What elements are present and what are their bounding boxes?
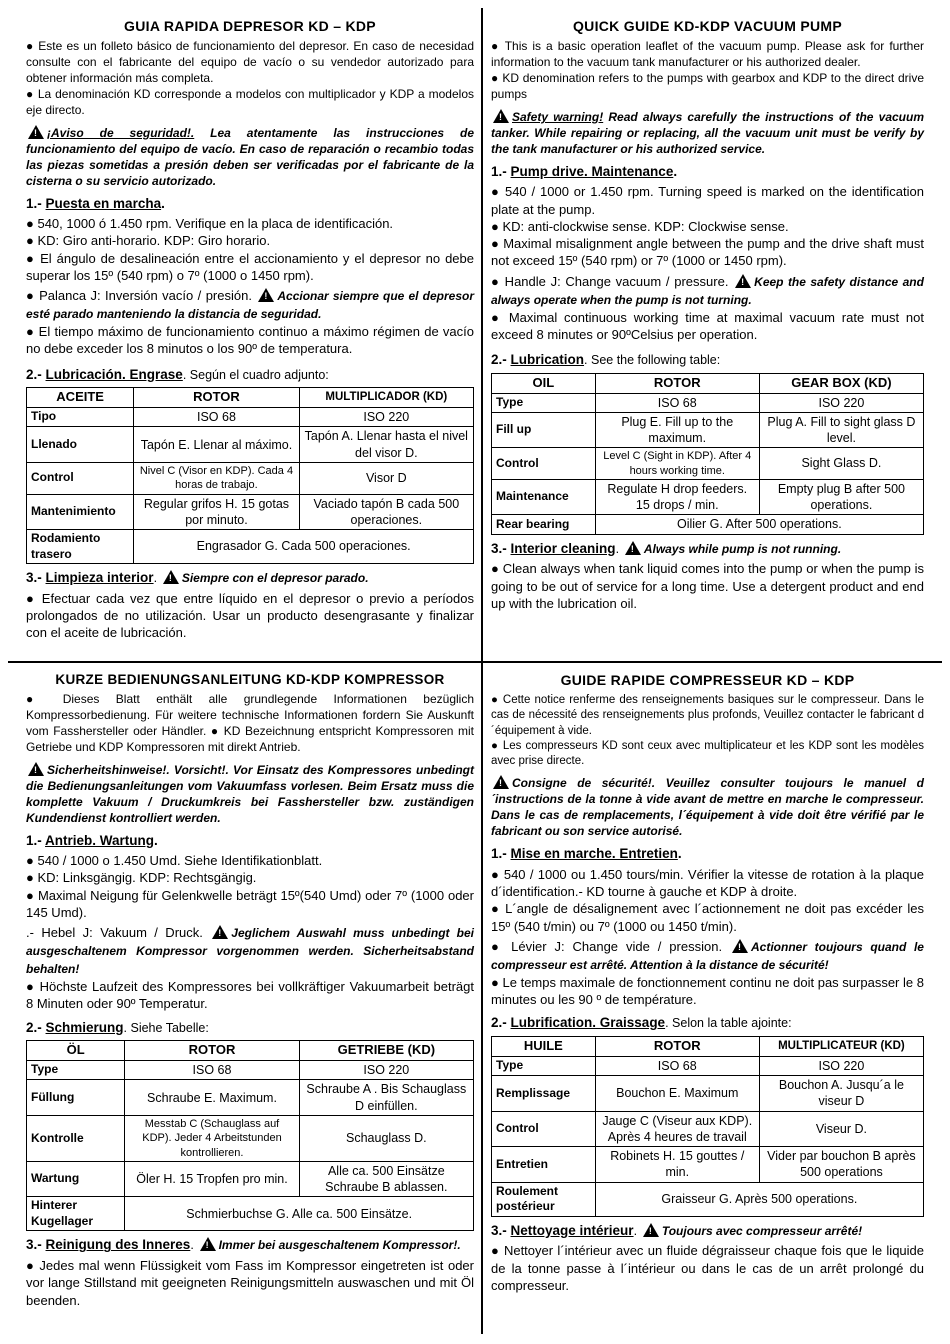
- intro-paragraph: ● Cette notice renferme des renseignements basiques sur le compresseur. Dans le cas de nécessité des renseignements plus profonds, Veuillez contacter le fabricant d´équipement à vide.: [491, 694, 924, 737]
- warning-icon: [200, 1237, 216, 1251]
- table-row: [27, 1061, 474, 1080]
- table-row: [27, 427, 474, 463]
- table-row: [27, 462, 474, 494]
- bullet-item: [491, 938, 924, 974]
- section-title: Interior cleaning: [510, 540, 616, 556]
- warning-icon: [643, 1223, 659, 1237]
- row-label: Füllung: [27, 1080, 125, 1116]
- safety-warning: [26, 125, 474, 190]
- column-header: ÖL: [27, 1041, 125, 1061]
- table-row: [492, 479, 924, 515]
- table-cell: ISO 220: [299, 408, 473, 427]
- section-title: Antrieb. Wartung: [45, 832, 155, 848]
- warning-text: Lea atentamente las instrucciones de funcionamiento del equipo de vacío. En caso de reparación o recambio todas las piezas sometidas a presión deben ser verificadas por el fabricante de la cisterna o su servicio autorizado.: [26, 125, 474, 188]
- intro-paragraph: ● Este es un folleto básico de funcionamiento del depresor. En caso de necesidad consulte con el fabricante del equipo de vacío o su vendedor autorizado para obtener información más completa.: [26, 39, 474, 85]
- row-label: Remplissage: [492, 1076, 596, 1112]
- table-cell: Oilier G. After 500 operations.: [595, 515, 923, 534]
- section-dot: .: [153, 571, 158, 586]
- section-dot: .: [615, 541, 620, 556]
- lubrication-table: [491, 373, 924, 535]
- intro-paragraph: ● La denominación KD corresponde a modelos con multiplicador y KDP a modelos eje directo.: [26, 86, 474, 117]
- warning-label: ¡Aviso de seguridad!.: [47, 125, 195, 140]
- row-label: Rear bearing: [492, 515, 596, 534]
- column-header: ROTOR: [595, 1036, 759, 1056]
- column-header: OIL: [492, 373, 596, 393]
- page-title: GUIA RAPIDA DEPRESOR KD – KDP: [124, 18, 376, 34]
- table-row: [492, 393, 924, 412]
- row-label: Control: [492, 1111, 596, 1147]
- bullet-item: [26, 287, 474, 323]
- warning-icon: [258, 288, 274, 302]
- intro-paragraph: ● Les compresseurs KD sont ceux avec multiplicateur et les KDP sont les modèles avec prise directe.: [491, 739, 924, 768]
- table-cell: Regulate H drop feeders. 15 drops / min.: [595, 479, 759, 515]
- table-cell: Plug A. Fill to sight glass D level.: [759, 412, 923, 448]
- column-header: ROTOR: [134, 388, 299, 408]
- section-title: Lubrification. Graissage: [510, 1015, 666, 1031]
- section-title: Puesta en marcha: [45, 195, 162, 211]
- bullet-item: ● 540 / 1000 ou 1.450 tours/min. Vérifier la vitesse de rotation à la plaque d´identification.- KD tourne à gauche et KDP à droite.: [491, 866, 924, 900]
- bullet-item: ● KD: Giro anti-horario. KDP: Giro horario.: [26, 233, 271, 249]
- table-cell: ISO 220: [759, 1056, 923, 1075]
- bullet-item: ● 540 / 1000 or 1.450 rpm. Turning speed is marked on the identification plate at the pump.: [491, 184, 924, 217]
- table-cell: Graisseur G. Après 500 operations.: [595, 1182, 923, 1216]
- row-label: Type: [27, 1061, 125, 1080]
- section-dot: .: [677, 846, 682, 862]
- warning-label: Safety warning!: [512, 109, 604, 124]
- table-header-row: [27, 388, 474, 408]
- bullet-item: [26, 924, 474, 978]
- section-number: 2.-: [26, 366, 42, 382]
- table-cell: Tapón E. Llenar al máximo.: [134, 427, 299, 463]
- table-cell: Engrasador G. Cada 500 operaciones.: [134, 530, 474, 564]
- warning-icon: [28, 762, 44, 776]
- column-header: GEAR BOX (KD): [759, 373, 923, 393]
- warning-icon: [732, 939, 748, 953]
- warning-text: Always while pump is not running.: [643, 541, 842, 556]
- warning-text: Veuillez consulter toujours le manuel d´instructions de la tonne à vide avant de mettre en marche le compresseur. Dans le cas de remplacements, l´équipement à vide doit être vérifié par le fabricant ou son service autorisé.: [491, 776, 924, 839]
- column-header: MULTIPLICADOR (KD): [299, 388, 473, 408]
- table-cell: Viseur D.: [759, 1111, 923, 1147]
- table-row: [27, 1115, 474, 1161]
- column-header: ACEITE: [27, 388, 134, 408]
- bullet-item: ● Maximal continuous working time at maximal vacuum rate must not exceed 8 minutes or 90ºCelsius per operation.: [491, 309, 924, 342]
- warning-text: Keep the safety distance and always operate when the pump is not turning.: [491, 274, 924, 307]
- section-heading: [26, 1236, 474, 1254]
- warning-label: Consigne de sécurité!.: [512, 776, 656, 791]
- section-subtitle: . Según el cuadro adjunto:: [182, 367, 329, 382]
- table-header-row: [492, 373, 924, 393]
- table-cell: Bouchon E. Maximum: [595, 1076, 759, 1112]
- section-number: 2.-: [491, 1015, 507, 1031]
- vertical-divider: [481, 8, 483, 1334]
- warning-icon: [163, 570, 179, 584]
- bullet-item: ● KD: Linksgängig. KDP: Rechtsgängig.: [26, 870, 257, 886]
- section-heading: [26, 195, 474, 213]
- bullet-item: ● El ángulo de desalineación entre el accionamiento y el depresor no debe superar los 15º (540 rpm) o 7º (1000 o 1450 rpm).: [26, 250, 474, 283]
- column-header: HUILE: [492, 1036, 596, 1056]
- section-heading: [491, 163, 924, 181]
- section-heading: [491, 845, 924, 863]
- section-number: 1.-: [26, 832, 42, 848]
- table-cell: ISO 68: [134, 408, 299, 427]
- warning-text: Siempre con el depresor parado.: [181, 571, 369, 586]
- row-label: Maintenance: [492, 479, 596, 515]
- intro-paragraph: ● KD denomination refers to the pumps with gearbox and KDP to the direct drive pumps: [491, 70, 924, 101]
- table-cell: Bouchon A. Jusqu´a le viseur D: [759, 1076, 923, 1112]
- row-label: Entretien: [492, 1147, 596, 1183]
- table-cell: Schraube E. Maximum.: [125, 1080, 299, 1116]
- bullet-item: ● 540, 1000 ó 1.450 rpm. Verifique en la placa de identificación.: [26, 216, 394, 232]
- section-french: [485, 668, 930, 1334]
- safety-warning: [491, 109, 924, 158]
- row-label: Type: [492, 1056, 596, 1075]
- section-german: [20, 668, 480, 1334]
- section-heading: [491, 540, 924, 558]
- section-title: Mise en marche. Entretien: [510, 846, 678, 862]
- table-row: [492, 1076, 924, 1112]
- table-cell: Jauge C (Viseur aux KDP). Après 4 heures de travail: [595, 1111, 759, 1147]
- bullet-item: ● Höchste Laufzeit des Kompressores bei vollkräftiger Vakuumarbeit beträgt 8 Minuten oder 90º Temperatur.: [26, 979, 474, 1012]
- table-row: [27, 494, 474, 530]
- section-number: 1.-: [491, 846, 507, 862]
- table-cell: Alle ca. 500 Einsätze Schraube B ablassen.: [299, 1161, 473, 1197]
- lubrication-table: [491, 1036, 924, 1217]
- table-row: [492, 412, 924, 448]
- table-row: [492, 1056, 924, 1075]
- section-dot: .: [633, 1223, 638, 1238]
- section-dot: .: [161, 195, 165, 211]
- section-subtitle: . Selon la table ajointe:: [665, 1016, 792, 1031]
- page-title: KURZE BEDIENUNGSANLEITUNG KD-KDP KOMPRESSOR: [55, 672, 445, 687]
- section-title: Pump drive. Maintenance: [510, 163, 674, 179]
- table-cell: Regular grifos H. 15 gotas por minuto.: [134, 494, 299, 530]
- section-title: Lubrication: [510, 352, 585, 368]
- section-spanish: [20, 14, 480, 662]
- warning-text: Toujours avec compresseur arrêté!: [661, 1223, 863, 1238]
- section-title: Reinigung des Inneres: [45, 1237, 191, 1253]
- table-cell: Messtab C (Schauglass auf KDP). Jeder 4 Arbeitstunden kontrollieren.: [125, 1115, 299, 1161]
- table-row: [492, 1182, 924, 1216]
- table-cell: Nivel C (Visor en KDP). Cada 4 horas de trabajo.: [134, 462, 299, 494]
- table-cell: Öler H. 15 Tropfen pro min.: [125, 1161, 299, 1197]
- section-number: 2.-: [26, 1019, 42, 1035]
- row-label: Tipo: [27, 408, 134, 427]
- section-subtitle: . See the following table:: [584, 353, 721, 368]
- column-header: ROTOR: [125, 1041, 299, 1061]
- bullet-item: ● 540 / 1000 o 1.450 Umd. Siehe Identifikationblatt.: [26, 853, 323, 869]
- section-number: 3.-: [491, 540, 507, 556]
- bullet-text: .- Hebel J: Vakuum / Druck.: [26, 925, 203, 941]
- row-label: Roulement postérieur: [492, 1182, 596, 1216]
- bullet-item: ● KD: anti-clockwise sense. KDP: Clockwise sense.: [491, 218, 789, 234]
- table-cell: ISO 220: [759, 393, 923, 412]
- bullet-text: ● Lévier J: Change vide / pression.: [491, 938, 723, 954]
- table-row: [492, 448, 924, 480]
- warning-text: Accionar siempre que el depresor esté parado manteniendo la distancia de seguridad.: [26, 289, 474, 322]
- row-label: Fill up: [492, 412, 596, 448]
- section-heading: [26, 1019, 474, 1037]
- bullet-item: [491, 273, 924, 309]
- section-number: 3.-: [491, 1222, 507, 1238]
- section-heading: [26, 832, 474, 850]
- row-label: Control: [27, 462, 134, 494]
- warning-text: Jeglichem Auswahl muss unbedingt bei ausgeschaltenem Kompressor vorgenommen werden. Sicherheitsabstand behalten!: [26, 926, 474, 977]
- table-cell: Visor D: [299, 462, 473, 494]
- table-cell: Sight Glass D.: [759, 448, 923, 480]
- section-heading: [491, 351, 924, 369]
- lubrication-table: [26, 387, 474, 564]
- section-number: 1.-: [491, 163, 507, 179]
- bullet-item: ● Clean always when tank liquid comes into the pump or when the pump is going to be out of service for a long time. Use a detergent product and end up with the lubrication oil.: [491, 561, 924, 611]
- section-heading: [26, 366, 474, 384]
- warning-icon: [28, 125, 44, 139]
- warning-icon: [735, 274, 751, 288]
- section-number: 3.-: [26, 1237, 42, 1253]
- section-title: Lubricación. Engrase: [45, 366, 183, 382]
- warning-text: Read always carefully the instructions of the vacuum tanker. While repairing or replacing, all the vacuum unit must be verify by the tank manufacturer or his authorized service.: [491, 109, 924, 156]
- table-row: [492, 515, 924, 534]
- table-row: [492, 1147, 924, 1183]
- warning-icon: [212, 925, 228, 939]
- table-cell: Robinets H. 15 gouttes / min.: [595, 1147, 759, 1183]
- table-cell: Empty plug B after 500 operations.: [759, 479, 923, 515]
- warning-icon: [625, 541, 641, 555]
- row-label: Rodamiento trasero: [27, 530, 134, 564]
- bullet-item: ● Jedes mal wenn Flüssigkeit vom Fass im Kompressor eingetreten ist oder vor lange Stillstand mit geeigneten Reinigungsmitteln auswaschen und mit Öl beenden.: [26, 1258, 474, 1308]
- page-title: GUIDE RAPIDE COMPRESSEUR KD – KDP: [560, 672, 855, 688]
- bullet-text: ● Palanca J: Inversión vacío / presión.: [26, 288, 252, 304]
- table-cell: Plug E. Fill up to the maximum.: [595, 412, 759, 448]
- row-label: Hinterer Kugellager: [27, 1197, 125, 1231]
- bullet-text: ● Handle J: Change vacuum / pressure.: [491, 273, 729, 289]
- page-title: QUICK GUIDE KD-KDP VACUUM PUMP: [572, 18, 843, 34]
- section-number: 3.-: [26, 570, 42, 586]
- column-header: GETRIEBE (KD): [299, 1041, 473, 1061]
- table-cell: ISO 68: [125, 1061, 299, 1080]
- table-cell: Schraube A . Bis Schauglass D einfüllen.: [299, 1080, 473, 1116]
- table-row: [27, 408, 474, 427]
- bullet-item: ● Maximal Neigung für Gelenkwelle beträgt 15º(540 Umd) oder 7º (1000 oder 145 Umd).: [26, 887, 474, 921]
- bullet-item: ● Nettoyer l´intérieur avec un fluide dégraisseur chaque fois que le liquide de la tonne passe à l´intérieur ou dans le cas de un arrêt prolongé du compresseur.: [491, 1243, 924, 1293]
- warning-text: Actionner toujours quand le compresseur est arrêté. Attention à la distance de sécurité!: [491, 939, 924, 972]
- row-label: Type: [492, 393, 596, 412]
- safety-warning: [491, 775, 924, 840]
- table-header-row: [492, 1036, 924, 1056]
- table-row: [27, 530, 474, 564]
- section-english: [485, 14, 930, 662]
- row-label: Llenado: [27, 427, 134, 463]
- column-header: ROTOR: [595, 373, 759, 393]
- row-label: Kontrolle: [27, 1115, 125, 1161]
- section-dot: .: [190, 1238, 194, 1253]
- table-cell: Vider par bouchon B après 500 operations: [759, 1147, 923, 1183]
- bullet-item: ● Efectuar cada vez que entre líquido en el depresor o previo a períodos prolongados de no utilización. Usar un producto desengrasante y finalizar con el aceite de lubricación.: [26, 590, 474, 641]
- intro-paragraph: ● This is a basic operation leaflet of the vacuum pump. Please ask for further information to the vacuum tank manufacturer or his authorized dealer.: [491, 39, 924, 69]
- row-label: Wartung: [27, 1161, 125, 1197]
- table-cell: Schauglass D.: [299, 1115, 473, 1161]
- bullet-item: ● Le temps maximale de fonctionnement continu ne doit pas surpasser le 8 minutes ou les 90 º de température.: [491, 974, 924, 1008]
- section-title: Schmierung: [45, 1019, 124, 1035]
- section-heading: [491, 1014, 924, 1032]
- warning-text: Immer bei ausgeschaltenem Kompressor!.: [218, 1238, 461, 1253]
- warning-text: Vor Einsatz des Kompressores unbedingt die Bedienungsanleitungen vom Vakuumfass vorlesen. Beim Ersatz muss die komplette Vakuum / Druckumkreis bei Fasshersteller bzw. zuständigen Kundendienst kontrolliert werden.: [26, 762, 475, 825]
- row-label: Control: [492, 448, 596, 480]
- section-heading: [491, 1222, 924, 1240]
- bullet-item: ● El tiempo máximo de funcionamiento continuo a máximo régimen de vacío no debe exceder los 8 minutos o los 90º de temperatura.: [26, 324, 474, 357]
- intro-paragraph: ● Dieses Blatt enthält alle grundlegende Informationen bezüglich Kompressorbedienung. Für weitere technische Informationen fordern Sie Auskunft vom Fasshersteller oder Händler. ● KD Bezeichnung entspricht Kompressoren mit Getriebe und KDP Kompressoren mit direkt Antrieb.: [26, 692, 474, 754]
- table-cell: Level C (Sight in KDP). After 4 hours working time.: [595, 448, 759, 480]
- lubrication-table: [26, 1040, 474, 1231]
- table-row: [27, 1197, 474, 1231]
- warning-icon: [493, 775, 509, 789]
- bullet-item: ● Maximal misalignment angle between the pump and the drive shaft must not exceed 15º (540 rpm) or 7º (1000 or 1450 rpm).: [491, 236, 924, 269]
- table-cell: ISO 68: [595, 393, 759, 412]
- bullet-item: ● L´angle de désalignement avec l´actionnement ne doit pas excéder les 15º (540 t/min) ou 7º (1000 ou 1450 t/min).: [491, 901, 924, 934]
- table-row: [27, 1161, 474, 1197]
- table-row: [492, 1111, 924, 1147]
- column-header: MULTIPLICATEUR (KD): [759, 1036, 923, 1056]
- table-cell: Schmierbuchse G. Alle ca. 500 Einsätze.: [125, 1197, 474, 1231]
- section-dot: .: [154, 832, 158, 848]
- table-header-row: [27, 1041, 474, 1061]
- section-number: 1.-: [26, 195, 42, 211]
- table-cell: ISO 68: [595, 1056, 759, 1075]
- section-title: Nettoyage intérieur: [510, 1222, 634, 1238]
- table-cell: Tapón A. Llenar hasta el nivel del visor D.: [299, 427, 473, 463]
- warning-icon: [493, 109, 509, 123]
- table-cell: Vaciado tapón B cada 500 operaciones.: [299, 494, 473, 530]
- section-dot: .: [673, 163, 678, 179]
- section-heading: [26, 569, 474, 587]
- row-label: Mantenimiento: [27, 494, 134, 530]
- safety-warning: [26, 762, 474, 827]
- table-row: [27, 1080, 474, 1116]
- section-number: 2.-: [491, 352, 507, 368]
- warning-label: Sicherheitshinweise!. Vorsicht!.: [47, 762, 229, 777]
- table-cell: ISO 220: [299, 1061, 473, 1080]
- section-subtitle: . Siehe Tabelle:: [123, 1020, 209, 1035]
- section-title: Limpieza interior: [45, 570, 154, 586]
